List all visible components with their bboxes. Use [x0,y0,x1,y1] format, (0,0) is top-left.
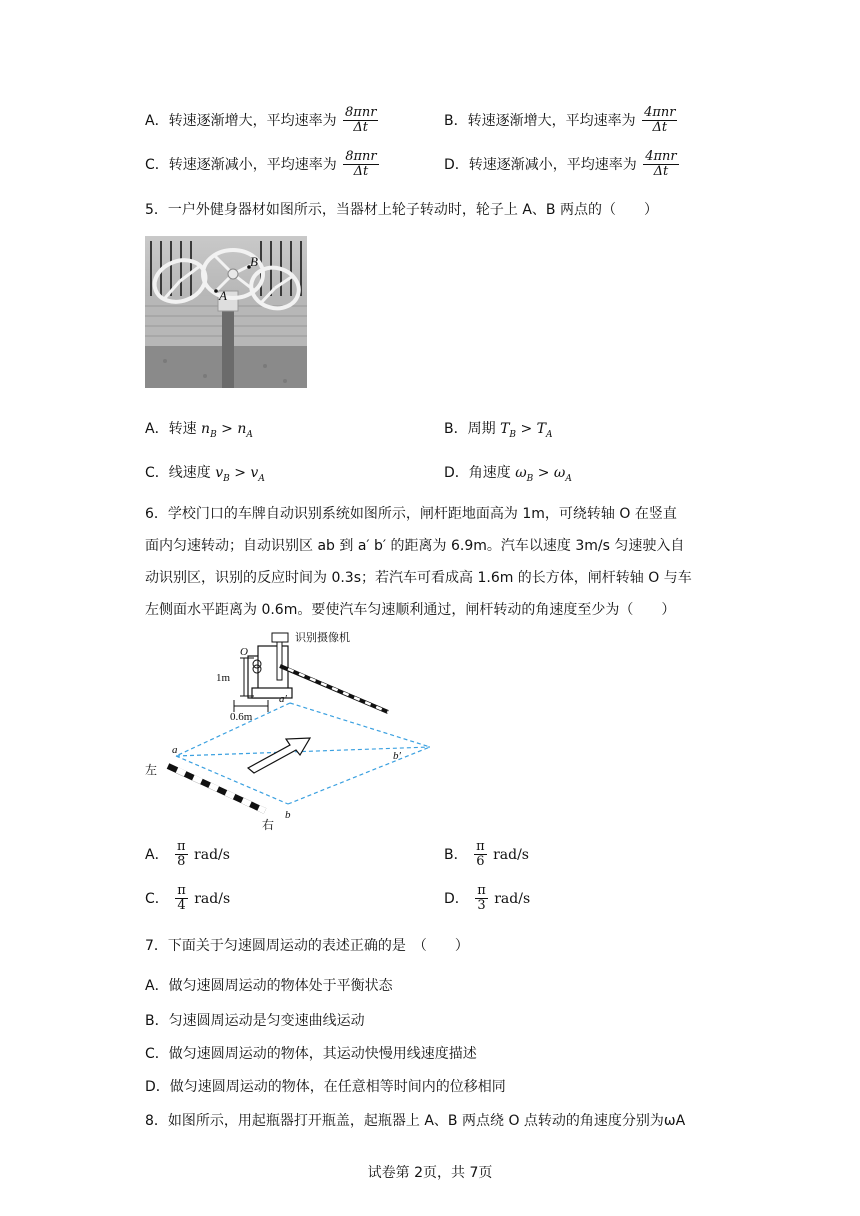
q7-option-d: D．做匀速圆周运动的物体，在任意相等时间内的位移相同 [145,1079,506,1095]
q7-option-a: A．做匀速圆周运动的物体处于平衡状态 [145,978,393,994]
q6-option-d: D． $\frac{\pi}{3}$ rad/s [444,883,531,914]
axis-o-label: O [240,646,248,658]
distance-06m-label: 0.6m [230,711,253,723]
q4-option-c [145,150,381,180]
right-label: 右 [262,818,275,832]
q4-option-a [145,106,380,136]
point-a-label: A [219,288,227,303]
left-label: 左 [145,763,158,777]
point-b-label: b [285,809,291,821]
q6-stem-line2: 面内匀速转动；自动识别区 ab 到 a′ b′ 的距离为 6.9m。汽车以速度 3m/s 匀速驶入自 [145,538,685,554]
point-b-prime-label: b′ [393,750,401,762]
q4-option-b-text: B．转速逐渐增大，平均速率为 [444,112,636,129]
camera-label: 识别摄像机 [295,631,350,644]
q5-stem: 5．一户外健身器材如图所示，当器材上轮子转动时，轮子上 A、B 两点的（ ） [145,202,658,218]
point-b-label: B [250,254,258,269]
q5-option-d-math: $\omega_B > \omega_A$ [515,465,572,484]
point-a-prime-label: a′ [279,693,287,705]
q7-option-b: B．匀速圆周运动是匀变速曲线运动 [145,1013,365,1029]
q6-stem-line4: 左侧面水平距离为 0.6m。要使汽车匀速顺利通过，闸杆转动的角速度至少为（ ） [145,602,676,618]
q6-gate-diagram [140,628,440,838]
q4-option-c-fraction: $\frac{\text{8πnr}}{\Delta t}$ [345,149,377,180]
q4-option-d [444,150,681,180]
q4-option-b [444,106,679,136]
q6-stem-line3: 动识别区，识别的反应时间为 0.3s；若汽车可看成高 1.6m 的长方体，闸杆转轴 O 与车 [145,570,692,586]
point-a-label: a [172,744,178,756]
page-footer: 试卷第 2页，共 7页 [367,1165,493,1181]
q7-stem: 7．下面关于匀速圆周运动的表述正确的是 （ ） [145,938,469,954]
q4-option-b-fraction: $\frac{\text{4πnr}}{\Delta t}$ [644,105,676,136]
q5-option-a-math: $n_B > n_A$ [201,421,253,440]
q5-option-a: A．转速 $n_B > n_A$ [145,421,253,440]
q6-option-a: A． $\frac{\pi}{8}$ rad/s [145,839,230,870]
q5-option-d: D．角速度 $\omega_B > \omega_A$ [444,465,572,484]
q4-option-a-text: A．转速逐渐增大，平均速率为 [145,112,337,129]
height-1m-label: 1m [216,672,231,684]
q4-option-d-text: D．转速逐渐减小，平均速率为 [444,156,637,173]
q6-option-b: B． $\frac{\pi}{6}$ rad/s [444,839,529,870]
q6-stem-line1: 6．学校门口的车牌自动识别系统如图所示，闸杆距地面高为 1m，可绕转轴 O 在竖直 [145,506,677,522]
q5-option-c: C．线速度 $v_B > v_A$ [145,465,265,484]
q5-fitness-photo [145,236,307,388]
q7-option-c: C．做匀速圆周运动的物体，其运动快慢用线速度描述 [145,1046,477,1062]
q4-option-a-fraction: $\frac{\text{8πnr}}{\Delta t}$ [345,105,377,136]
q6-option-c: C． $\frac{\pi}{4}$ rad/s [145,883,231,914]
q5-option-b: B．周期 $T_B > T_A$ [444,421,553,440]
q5-option-c-math: $v_B > v_A$ [215,465,265,484]
q4-option-c-text: C．转速逐渐减小，平均速率为 [145,156,337,173]
q8-stem: 8．如图所示，用起瓶器打开瓶盖，起瓶器上 A、B 两点绕 O 点转动的角速度分别为ωA [145,1113,686,1129]
q4-option-d-fraction: $\frac{\text{4πnr}}{\Delta t}$ [645,149,677,180]
q5-option-b-math: $T_B > T_A$ [500,421,553,440]
